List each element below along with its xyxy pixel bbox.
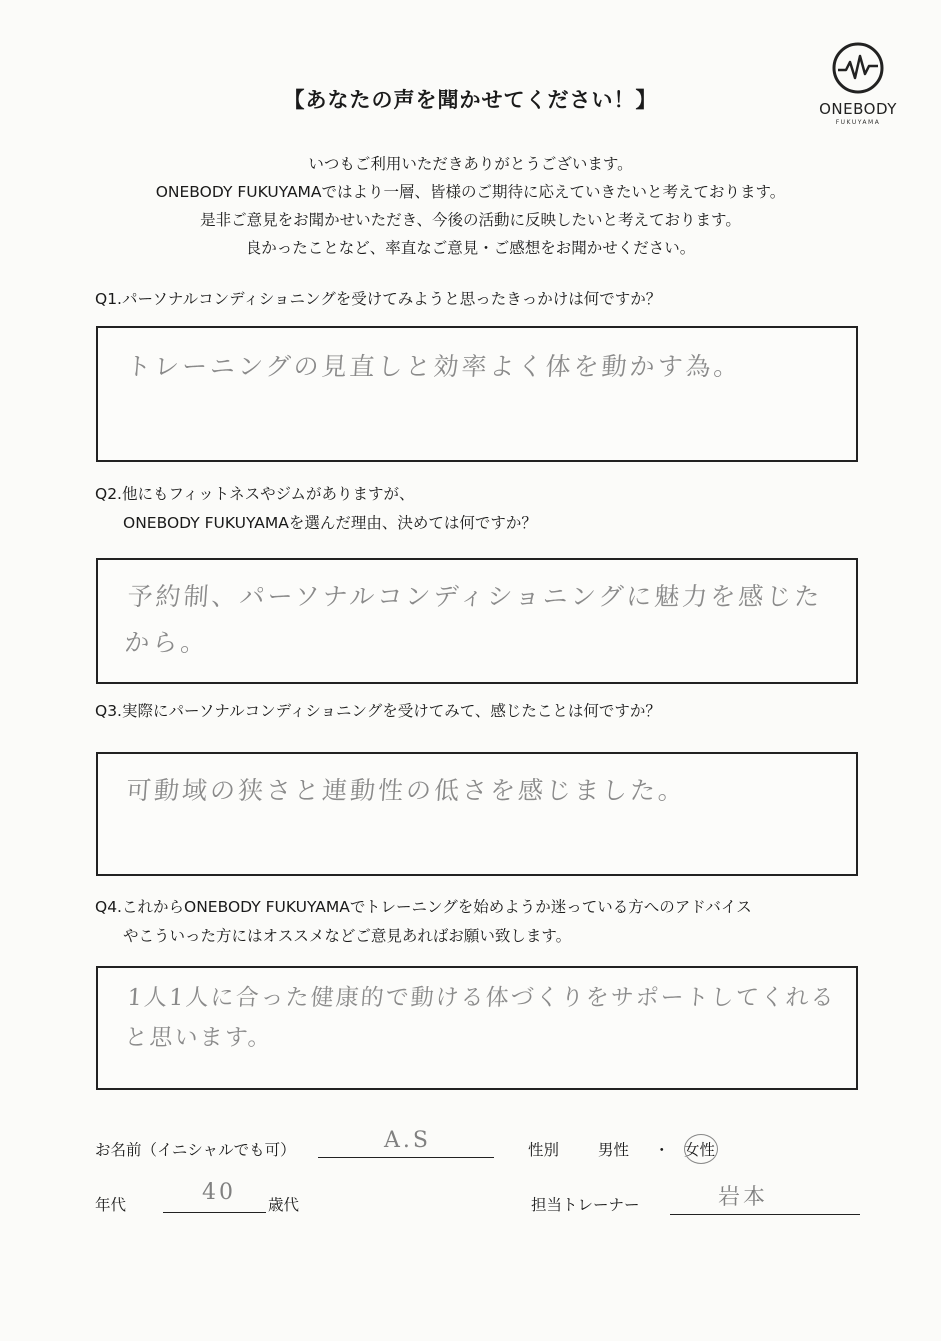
- handwritten-answer: [123, 978, 843, 1058]
- answer-line: 1人1人に合った健康的で動ける体づくりをサポートしてくれる: [126, 985, 837, 1011]
- intro-line: 是非ご意見をお聞かせいただき、今後の活動に反映したいと考えております。: [200, 211, 741, 229]
- answer-box-1: [96, 326, 858, 462]
- selected-circle-icon: [684, 1134, 718, 1164]
- name-value: A.S: [384, 1128, 431, 1153]
- answer-box-4: [96, 966, 858, 1090]
- age-underline: [163, 1212, 266, 1213]
- question-4: [95, 893, 752, 951]
- question-2: [95, 480, 537, 538]
- intro-text: [0, 150, 941, 262]
- answer-box-3: [96, 752, 858, 876]
- question-text: Q4.これからONEBODY FUKUYAMAでトレーニングを始めようか迷っている方へのアドバイス: [95, 898, 752, 916]
- gender-male: 男性: [598, 1141, 630, 1159]
- handwritten-answer: トレーニングの見直しと効率よく体を動かす為。: [125, 352, 743, 381]
- trainer-value: 岩本: [718, 1185, 769, 1210]
- page-title: 【あなたの声を聞かせてください！】: [283, 88, 658, 112]
- question-text: Q3.実際にパーソナルコンディショニングを受けてみて、感じたことは何ですか？: [95, 702, 661, 720]
- question-text: やこういった方にはオススメなどご意見あればお願い致します。: [123, 927, 572, 945]
- question-text: Q1.パーソナルコンディショニングを受けてみようと思ったきっかけは何ですか？: [95, 290, 662, 308]
- logo-subtext: FUKUYAMA: [835, 119, 881, 126]
- trainer-label: 担当トレーナー: [531, 1196, 640, 1214]
- intro-line: いつもご利用いただきありがとうございます。: [308, 155, 633, 173]
- gender-separator: ・: [654, 1141, 670, 1159]
- gender-label: 性別: [528, 1141, 560, 1159]
- handwritten-answer: 予約制、パーソナルコンディショニングに魅力を感じたから。: [123, 582, 824, 657]
- question-text: ONEBODY FUKUYAMAを選んだ理由、決めては何ですか？: [123, 514, 537, 532]
- answer-line: と思います。: [123, 1025, 274, 1051]
- gender-female: 女性: [684, 1141, 716, 1159]
- logo-text: ONEBODY: [819, 100, 897, 118]
- trainer-underline: [670, 1214, 860, 1215]
- age-label: 年代: [95, 1196, 127, 1214]
- age-suffix: 歳代: [268, 1196, 300, 1214]
- question-3: [95, 697, 661, 726]
- intro-line: 良かったことなど、率直なご意見・ご感想をお聞かせください。: [245, 239, 696, 257]
- question-1: [95, 285, 661, 314]
- name-underline: [318, 1157, 494, 1158]
- handwritten-answer: 可動域の狭さと連動性の低さを感じました。: [125, 776, 688, 805]
- intro-line: ONEBODY FUKUYAMAではより一層、皆様のご期待に応えていきたいと考えております。: [155, 183, 786, 201]
- age-value: 40: [202, 1180, 236, 1205]
- name-label: お名前（イニシャルでも可）: [95, 1141, 296, 1159]
- question-text: Q2.他にもフィットネスやジムがありますが、: [95, 485, 415, 503]
- answer-box-2: [96, 558, 858, 684]
